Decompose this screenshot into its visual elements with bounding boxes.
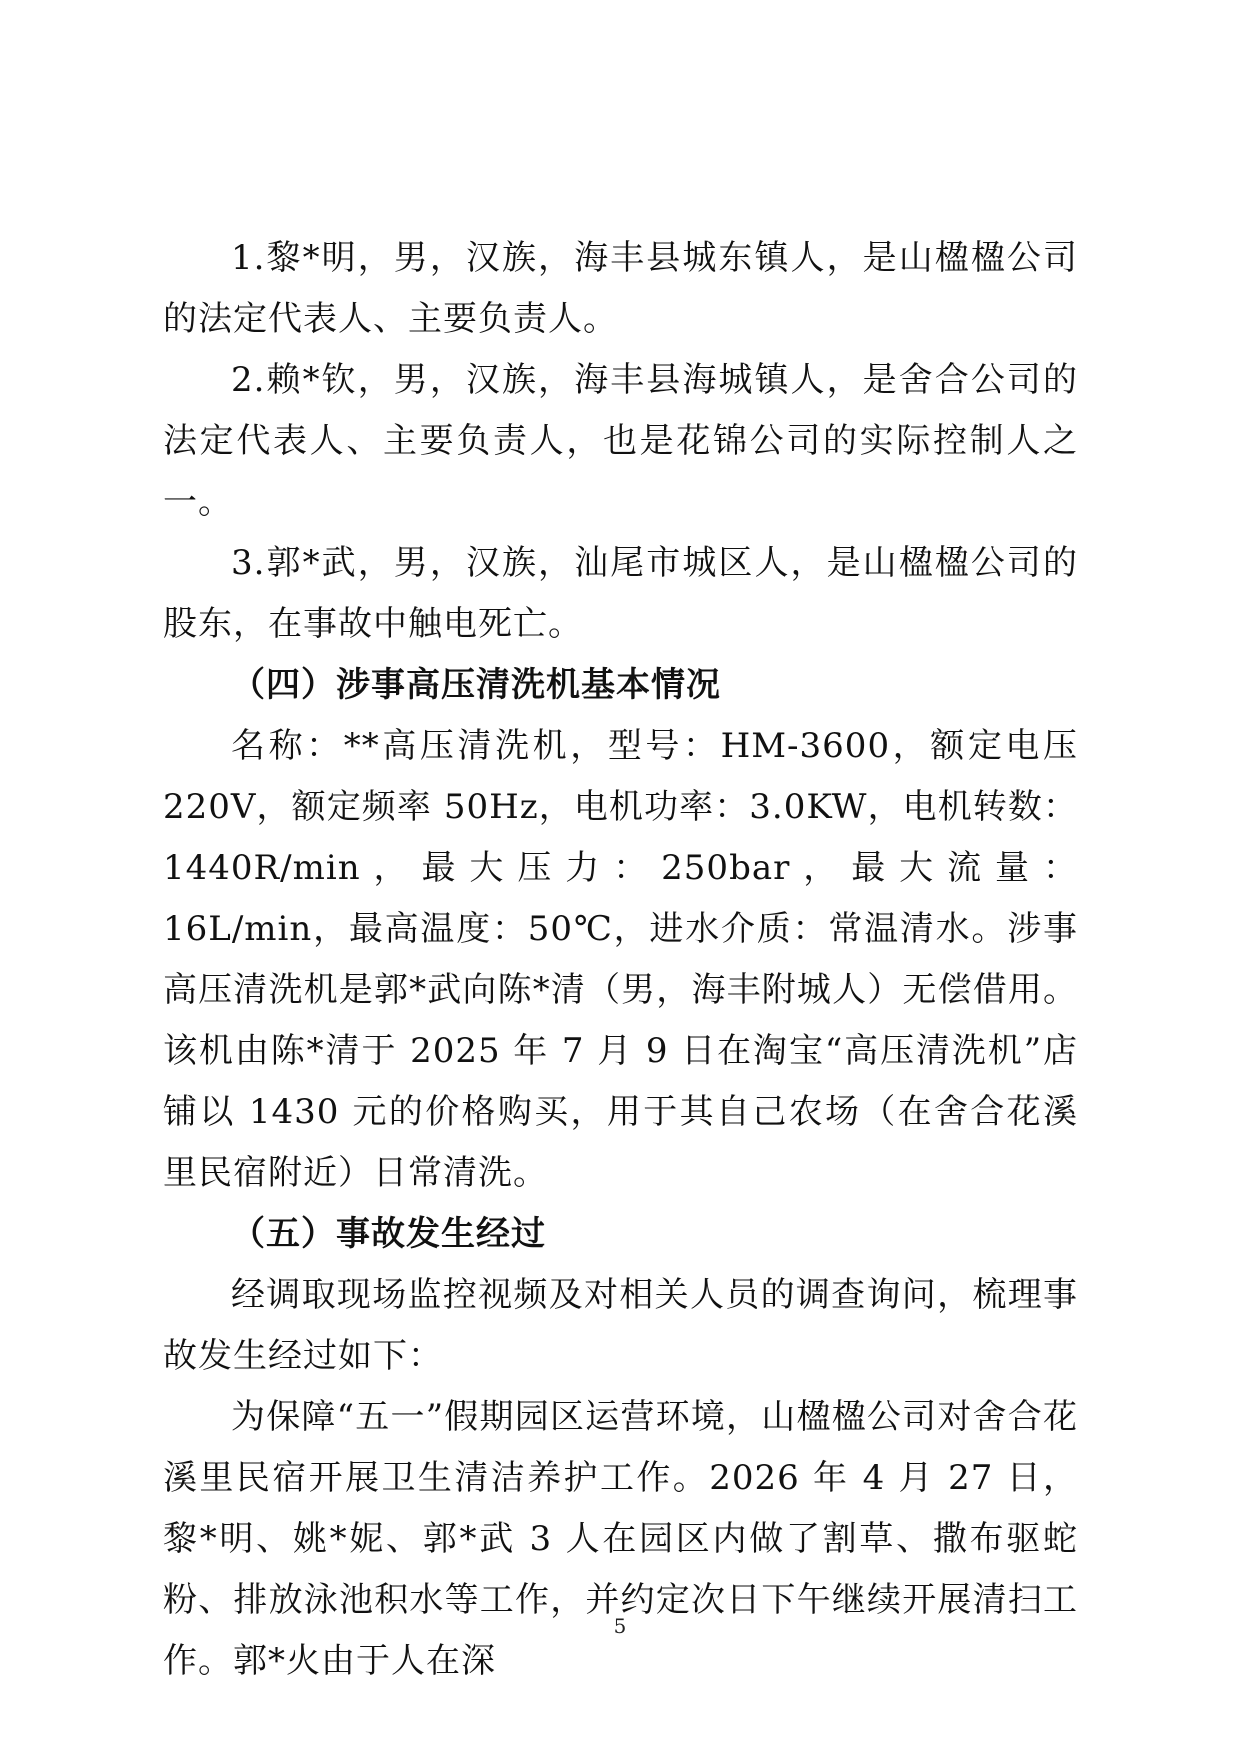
paragraph-person-2: 2.赖*钦，男，汉族，海丰县海城镇人，是舍合公司的法定代表人、主要负责人，也是花锦公司的实际控制人之一。 — [163, 360, 1078, 522]
paragraph-timeline: 为保障“五一”假期园区运营环境，山楹楹公司对舍合花溪里民宿开展卫生清洁养护工作。2026 年 4 月 27 日，黎*明、姚*妮、郭*武 3 人在园区内做了割草、撒布驱蛇粉、排放泳池积水等工作，并约定次日下午继续开展清扫工作。郭*火由于人在深 — [163, 1397, 1078, 1681]
page-number: 5 — [613, 1614, 627, 1638]
document-body — [163, 228, 1078, 1692]
paragraph-investigation: 经调取现场监控视频及对相关人员的调查询问，梳理事故发生经过如下： — [163, 1275, 1078, 1376]
section-heading-5: （五）事故发生经过 — [231, 1214, 546, 1254]
paragraph-person-1: 1.黎*明，男，汉族，海丰县城东镇人，是山楹楹公司的法定代表人、主要负责人。 — [163, 238, 1078, 339]
paragraph-person-3: 3.郭*武，男，汉族，汕尾市城区人，是山楹楹公司的股东，在事故中触电死亡。 — [163, 543, 1078, 644]
section-heading-4: （四）涉事高压清洗机基本情况 — [231, 665, 721, 705]
paragraph-washer-info: 名称：**高压清洗机，型号：HM-3600，额定电压 220V，额定频率 50Hz，电机功率：3.0KW，电机转数：1440R/min，最大压力：250bar，最大流量：16L/min，最高温度：50℃，进水介质：常温清水。涉事高压清洗机是郭*武向陈*清（男，海丰附城人）无偿借用。该机由陈*清于 2025 年 7 月 9 日在淘宝“高压清洗机”店铺以 1430 元的价格购买，用于其自己农场（在舍合花溪里民宿附近）日常清洗。 — [163, 726, 1078, 1193]
